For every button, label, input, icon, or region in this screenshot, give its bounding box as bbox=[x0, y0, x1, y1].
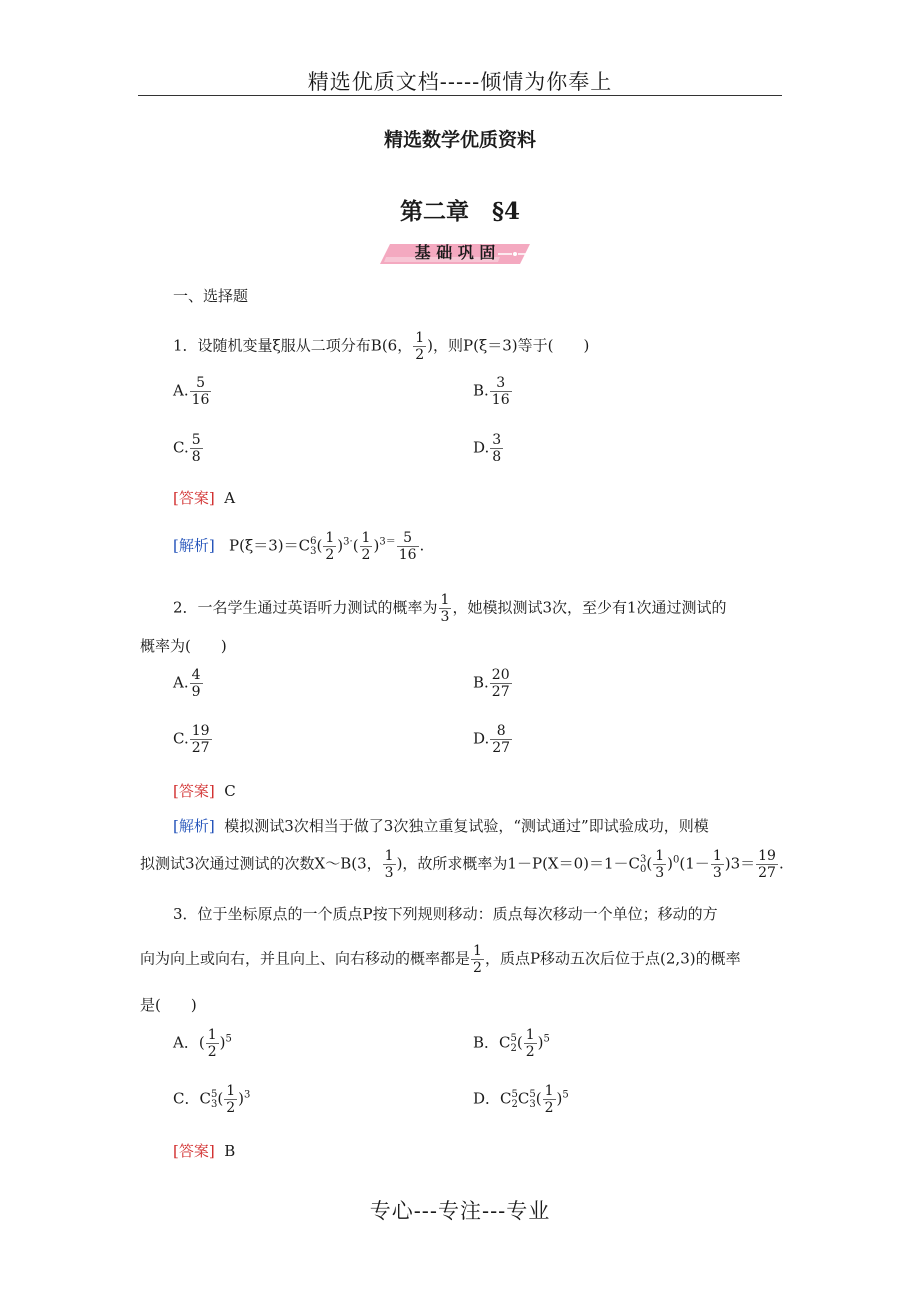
q1-option-d: D. $\frac{3}{8}$ bbox=[473, 432, 502, 466]
q2-stem-line2: 概率为( ) bbox=[140, 637, 227, 655]
doc-title: 精选数学优质资料 bbox=[383, 129, 536, 151]
q1-option-c: C. $\frac{5}{8}$ bbox=[173, 432, 201, 466]
q3-stem-line2: 向为向上或向右，并且向上、向右移动的概率都是 $\frac{1}{2}$ ，质点P移动五次后位于点(2,3)的概率 bbox=[140, 943, 741, 977]
q1-stem: 1．设随机变量ξ服从二项分布B(6， $\frac{1}{2}$ )，则P(ξ＝3)等于( ) bbox=[173, 330, 590, 364]
q1-option-a: A. $\frac{5}{16}$ bbox=[173, 375, 210, 409]
q3-stem-line3: 是( ) bbox=[140, 996, 197, 1014]
q3-stem-line1: 3．位于坐标原点的一个质点P按下列规则移动：质点每次移动一个单位；移动的方 bbox=[173, 905, 718, 923]
banner-text: 基 础 巩 固 bbox=[414, 243, 496, 262]
q2-stem-line1: 2．一名学生通过英语听力测试的概率为 $\frac{1}{3}$ ，她模拟测试3次，至少有1次通过测试的 bbox=[173, 592, 727, 626]
q2-answer: [答案] C bbox=[173, 782, 236, 800]
q2-option-b: B. $\frac{20}{27}$ bbox=[473, 667, 510, 701]
q3-option-a: A．( $\frac{1}{2}$ )$^5$ bbox=[173, 1027, 232, 1061]
header-rule bbox=[138, 95, 782, 96]
q2-analysis-line2: 拟测试3次通过测试的次数X～B(3， $\frac{1}{3}$ )，故所求概率为1－P(X＝0)＝1－C 3 0 ( $\frac{1}{3}$ )$^0$(1－ $\frac{1}{3}$ )3＝ $\frac{19}{27}$ . bbox=[140, 848, 784, 882]
analysis-tag: [解析] bbox=[173, 536, 215, 555]
q2-option-d: D. $\frac{8}{27}$ bbox=[473, 723, 511, 757]
q3-option-d: D．C 5 2 C 5 3 ( $\frac{1}{2}$ )$^5$ bbox=[473, 1083, 569, 1117]
q3-answer: [答案] B bbox=[173, 1142, 236, 1160]
q2-option-c: C. $\frac{19}{27}$ bbox=[173, 723, 210, 757]
q1-analysis: [解析] P(ξ＝3)＝C 6 3 ( $\frac{1}{2}$ )$^{3\cdot}$( $\frac{1}{2}$ )$^{3=}$ $\frac{5}{16}$ . bbox=[173, 530, 425, 564]
answer-tag: [答案] bbox=[173, 489, 215, 507]
chapter-title: 第二章 §4 bbox=[399, 198, 521, 225]
page-footer: 专心---专注---专业 bbox=[369, 1199, 551, 1223]
q2-option-a: A. $\frac{4}{9}$ bbox=[173, 667, 201, 701]
page-header: 精选优质文档-----倾情为你奉上 bbox=[307, 70, 613, 94]
q3-option-c: C．C 5 3 ( $\frac{1}{2}$ )$^3$ bbox=[173, 1083, 251, 1117]
q3-option-b: B．C 5 2 ( $\frac{1}{2}$ )$^5$ bbox=[473, 1027, 550, 1061]
q2-analysis-line1: [解析] 模拟测试3次相当于做了3次独立重复试验，“测试通过”即试验成功，则模 bbox=[173, 817, 709, 835]
q1-answer: [答案] A bbox=[173, 489, 236, 507]
q1-option-b: B. $\frac{3}{16}$ bbox=[473, 375, 510, 409]
q1-fraction: $\frac{1}{2}$ bbox=[415, 330, 425, 364]
section-heading: 一、选择题 bbox=[173, 287, 249, 305]
section-banner bbox=[380, 238, 538, 268]
